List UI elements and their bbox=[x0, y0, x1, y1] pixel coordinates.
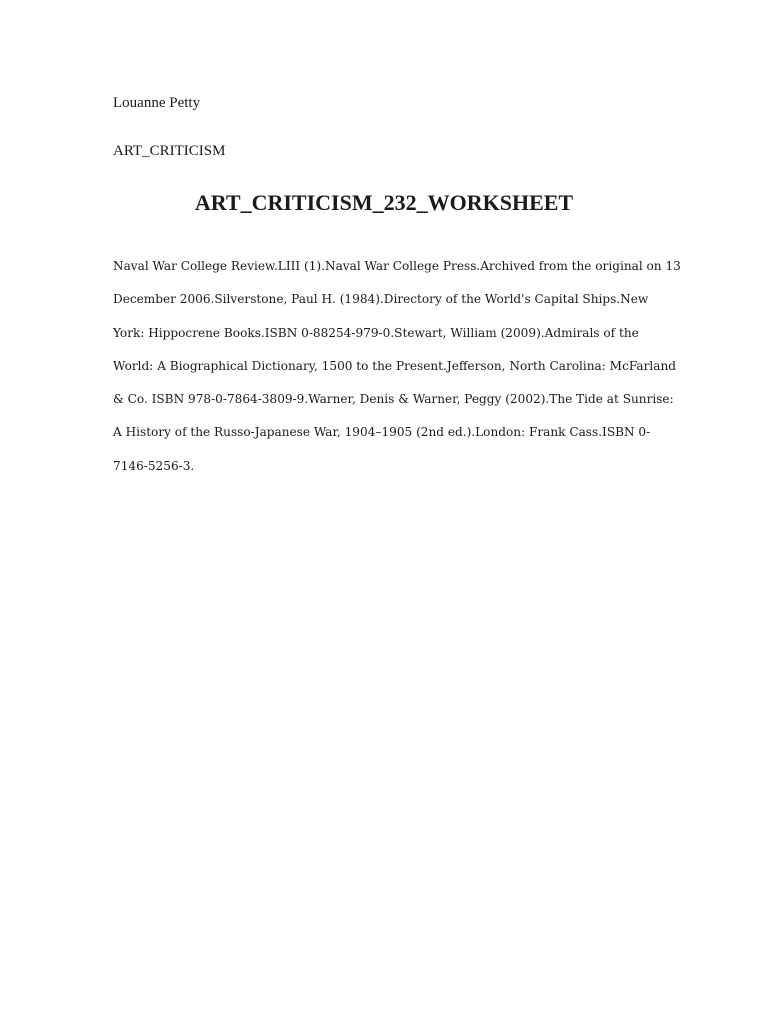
document-title: ART_CRITICISM_232_WORKSHEET bbox=[194, 190, 574, 215]
course-name: ART_CRITICISM bbox=[113, 143, 226, 159]
body-line: December 2006.Silverstone, Paul H. (1984).Directory of the World's Capital Ships.New bbox=[113, 292, 649, 307]
body-line: 7146-5256-3. bbox=[113, 458, 195, 473]
body-line: A History of the Russo-Japanese War, 1904–1905 (2nd ed.).London: Frank Cass.ISBN 0- bbox=[113, 425, 651, 440]
author-name: Louanne Petty bbox=[113, 95, 201, 111]
body-line: World: A Biographical Dictionary, 1500 to the Present.Jefferson, North Carolina: McFarland bbox=[113, 358, 677, 373]
body-line: Naval War College Review.LIII (1).Naval War College Press.Archived from the original on 13 bbox=[113, 259, 681, 273]
body-line: York: Hippocrene Books.ISBN 0-88254-979-0.Stewart, William (2009).Admirals of the bbox=[113, 325, 639, 340]
body-line: & Co. ISBN 978-0-7864-3809-9.Warner, Denis & Warner, Peggy (2002).The Tide at Sunrise: bbox=[113, 392, 674, 407]
body-paragraph bbox=[113, 250, 681, 483]
